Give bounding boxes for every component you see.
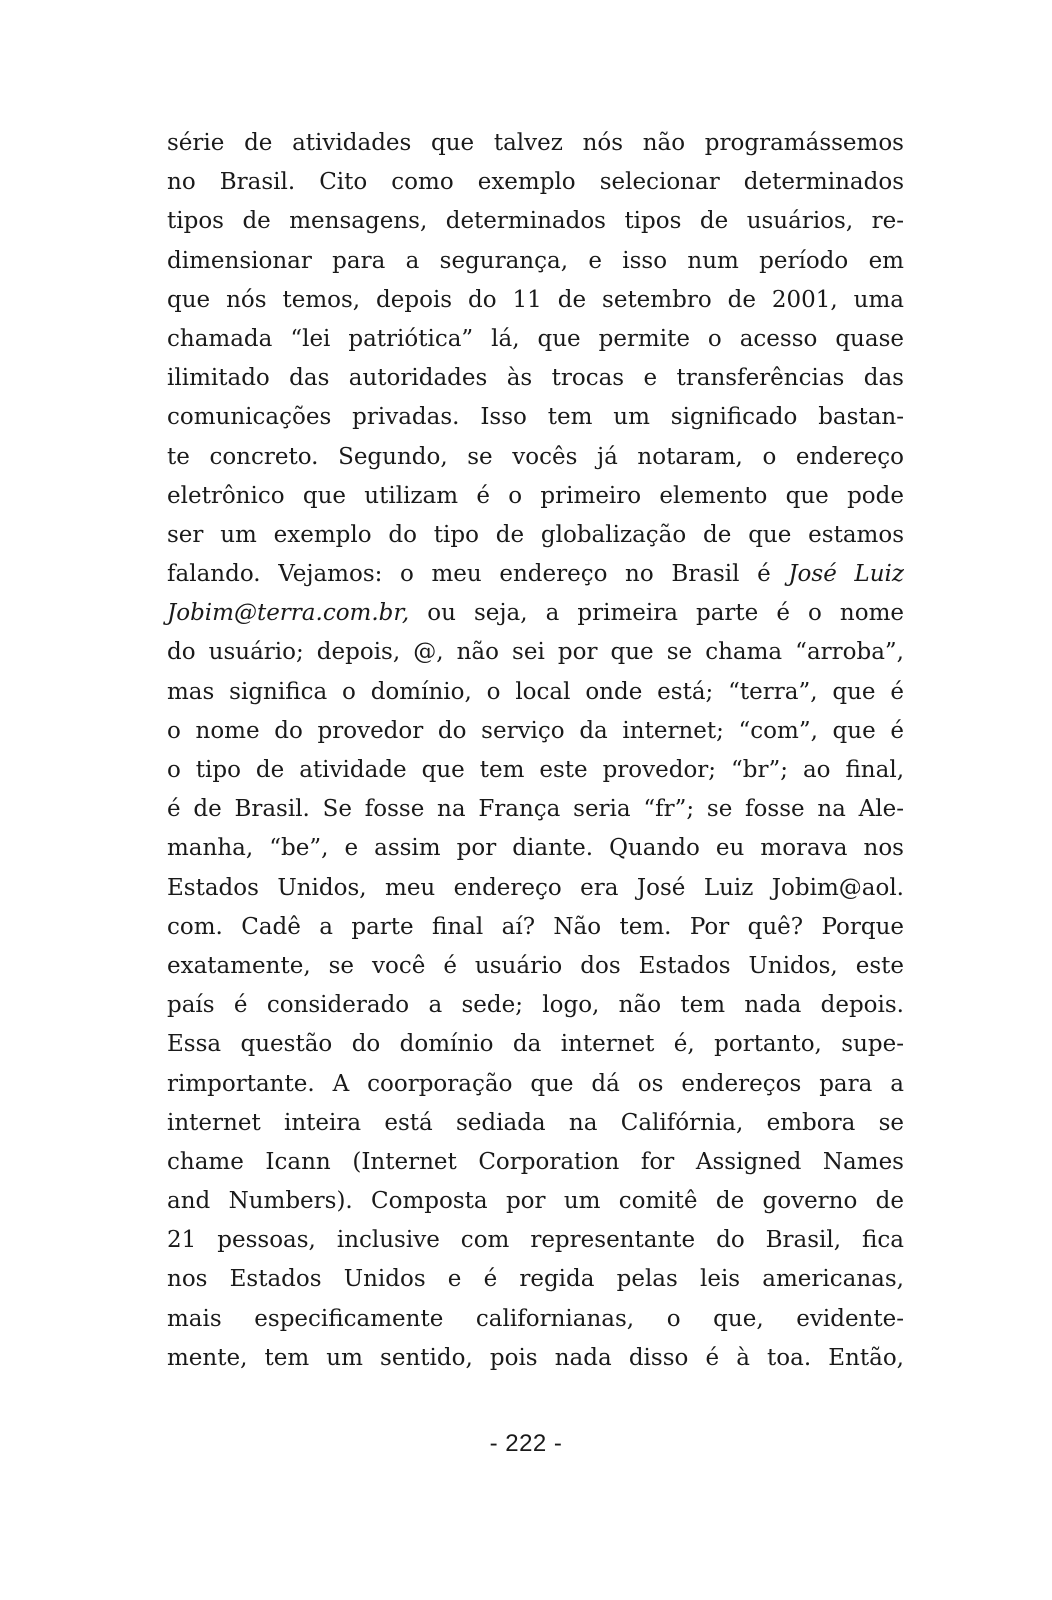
page-number: - 222 - [489,1430,563,1457]
text-line: o tipo de atividade que tem este provedor; “br”; ao final, [167,757,904,783]
text-line [167,594,904,633]
text-line: com. Cadê a parte final aí? Não tem. Por quê? Porque [167,913,904,940]
text-line: série de atividades que talvez nós não programássemos [167,130,904,156]
text-line: no Brasil. Cito como exemplo selecionar determinados [167,169,904,196]
text-line: dimensionar para a segurança, e isso num período em [167,247,904,274]
text-line: eletrônico que utilizam é o primeiro elemento que pode [167,482,904,509]
text-segment: falando. Vejamos: o meu endereço no Brasil é [167,561,789,588]
text-line: mas significa o domínio, o local onde está; “terra”, que é [167,678,904,705]
text-line: é de Brasil. Se fosse na França seria “fr”; se fosse na Ale- [167,796,904,823]
text-line: Essa questão do domínio da internet é, portanto, supe- [167,1031,904,1058]
text-line: chamada “lei patriótica” lá, que permite o acesso quase [167,325,904,352]
text-line: do usuário; depois, @, não sei por que se chama “arroba”, [167,639,904,666]
body-text [167,124,904,1378]
text-line: chame Icann (Internet Corporation for Assigned Names [167,1148,904,1175]
text-line: 21 pessoas, inclusive com representante do Brasil, fica [167,1227,904,1254]
text-line: ser um exemplo do tipo de globalização de que estamos [167,521,904,548]
italic-name: José Luiz [788,561,904,588]
text-line: ilimitado das autoridades às trocas e transferências das [167,365,904,392]
text-line: nos Estados Unidos e é regida pelas leis americanas, [167,1266,904,1293]
text-line: internet inteira está sediada na Califórnia, embora se [167,1109,904,1136]
italic-email: Jobim@terra.com.br, [167,600,410,627]
text-line: manha, “be”, e assim por diante. Quando eu morava nos [167,835,904,862]
text-line: mente, tem um sentido, pois nada disso é à toa. Então, [167,1344,904,1371]
text-line: que nós temos, depois do 11 de setembro de 2001, uma [167,286,904,313]
text-line: comunicações privadas. Isso tem um significado bastan- [167,404,904,431]
text-line: te concreto. Segundo, se vocês já notaram, o endereço [167,443,904,470]
text-line [167,555,904,594]
text-line: exatamente, se você é usuário dos Estados Unidos, este [167,952,904,979]
text-line: and Numbers). Composta por um comitê de governo de [167,1188,904,1215]
text-line: tipos de mensagens, determinados tipos de usuários, re- [167,208,904,235]
text-line: país é considerado a sede; logo, não tem nada depois. [167,992,904,1019]
text-line: rimportante. A coorporação que dá os endereços para a [167,1070,904,1097]
text-line: Estados Unidos, meu endereço era José Luiz Jobim@aol. [167,874,904,901]
text-segment: ou seja, a primeira parte é o nome [409,600,904,627]
text-line: o nome do provedor do serviço da internet; “com”, que é [167,717,904,744]
text-line: mais especificamente californianas, o que, evidente- [167,1305,904,1332]
